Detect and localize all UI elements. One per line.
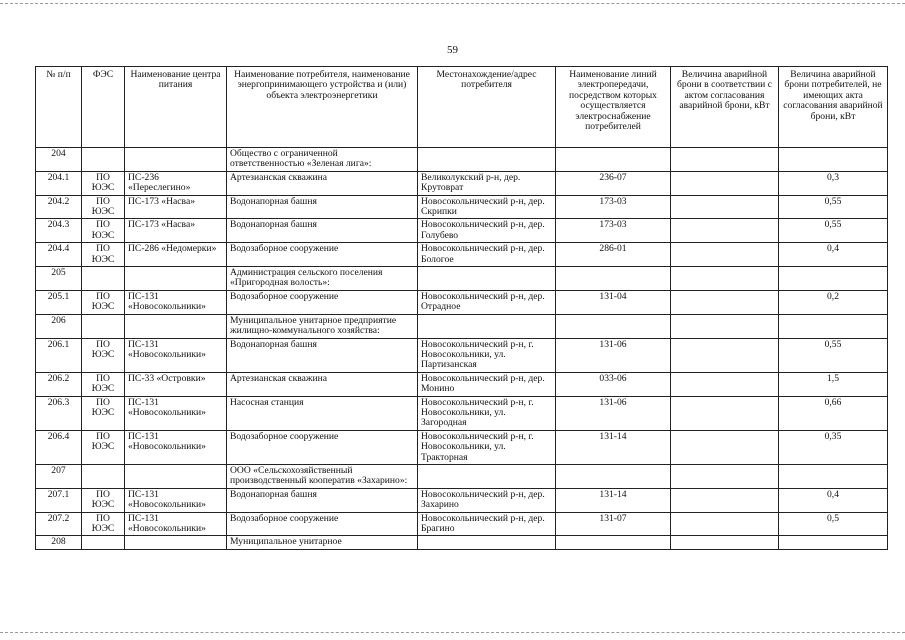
table-row [36, 314, 888, 338]
cell-num: 206.3 [36, 396, 82, 430]
cell-address [418, 536, 556, 549]
cell-consumer: Артезианская скважина [227, 372, 418, 396]
header-consumer: Наименование потребителя, наименование энергопринимающего устройства и (или) объекта электроэнергетики [227, 67, 418, 148]
cell-address: Новосокольнический р-н, дер. Брагино [418, 512, 556, 536]
scan-edge-bottom [0, 632, 905, 633]
cell-fes: ПО ЮЭС [82, 396, 125, 430]
cell-line: 173-03 [556, 219, 671, 243]
cell-center: ПС-131 «Новосокольники» [125, 488, 227, 512]
cell-num: 206.2 [36, 372, 82, 396]
cell-fes: ПО ЮЭС [82, 430, 125, 464]
cell-fes [82, 267, 125, 291]
header-reserve-noact: Величина аварийной брони потребителей, не имеющих акта согласования аварийной брони, кВт [779, 67, 888, 148]
cell-consumer: Общество с ограниченной ответственностью «Зеленая лига»: [227, 148, 418, 172]
cell-address [418, 267, 556, 291]
cell-consumer: Водонапорная башня [227, 195, 418, 219]
cell-reserve-act [671, 430, 779, 464]
table-row [36, 195, 888, 219]
cell-fes [82, 464, 125, 488]
cell-consumer: Водозаборное сооружение [227, 512, 418, 536]
cell-line: 236-07 [556, 171, 671, 195]
cell-reserve-act [671, 396, 779, 430]
table-row [36, 512, 888, 536]
cell-reserve-noact: 0,2 [779, 290, 888, 314]
table-row [36, 488, 888, 512]
cell-center: ПС-131 «Новосокольники» [125, 290, 227, 314]
cell-fes [82, 314, 125, 338]
cell-num: 205.1 [36, 290, 82, 314]
cell-line: 033-06 [556, 372, 671, 396]
table-row [36, 219, 888, 243]
cell-num: 207 [36, 464, 82, 488]
cell-center: ПС-173 «Насва» [125, 219, 227, 243]
cell-line [556, 464, 671, 488]
cell-line: 286-01 [556, 243, 671, 267]
cell-line [556, 148, 671, 172]
cell-fes: ПО ЮЭС [82, 195, 125, 219]
cell-address: Новосокольнический р-н, дер. Бологое [418, 243, 556, 267]
cell-reserve-act [671, 536, 779, 549]
cell-reserve-noact: 0,35 [779, 430, 888, 464]
cell-reserve-act [671, 372, 779, 396]
cell-address [418, 314, 556, 338]
cell-center [125, 464, 227, 488]
cell-fes: ПО ЮЭС [82, 488, 125, 512]
cell-center [125, 148, 227, 172]
cell-reserve-noact: 0,55 [779, 195, 888, 219]
header-num: № п/п [36, 67, 82, 148]
cell-address: Новосокольнический р-н, дер. Монино [418, 372, 556, 396]
cell-reserve-act [671, 512, 779, 536]
cell-center: ПС-131 «Новосокольники» [125, 396, 227, 430]
cell-reserve-noact: 0,5 [779, 512, 888, 536]
table-row [36, 148, 888, 172]
cell-num: 204 [36, 148, 82, 172]
cell-num: 207.1 [36, 488, 82, 512]
cell-reserve-act [671, 195, 779, 219]
cell-address: Новосокольнический р-н, дер. Захарино [418, 488, 556, 512]
cell-fes: ПО ЮЭС [82, 171, 125, 195]
cell-fes: ПО ЮЭС [82, 512, 125, 536]
cell-line: 131-04 [556, 290, 671, 314]
cell-address [418, 464, 556, 488]
cell-line: 131-07 [556, 512, 671, 536]
cell-reserve-act [671, 171, 779, 195]
header-line: Наименование линий электропередачи, посредством которых осуществляется электроснабжение потребителей [556, 67, 671, 148]
cell-consumer: Муниципальное унитарное [227, 536, 418, 549]
cell-consumer: Водонапорная башня [227, 338, 418, 372]
cell-num: 206 [36, 314, 82, 338]
cell-center: ПС-131 «Новосокольники» [125, 338, 227, 372]
cell-consumer: Муниципальное унитарное предприятие жилищно-коммунального хозяйства: [227, 314, 418, 338]
cell-center [125, 536, 227, 549]
cell-consumer: Администрация сельского поселения «Пригородная волость»: [227, 267, 418, 291]
cell-num: 206.4 [36, 430, 82, 464]
cell-reserve-act [671, 267, 779, 291]
cell-reserve-act [671, 290, 779, 314]
cell-address: Новосокольнический р-н, дер. Голубево [418, 219, 556, 243]
cell-num: 205 [36, 267, 82, 291]
page-number: 59 [447, 44, 458, 56]
cell-reserve-noact: 0,4 [779, 243, 888, 267]
cell-line [556, 536, 671, 549]
cell-center: ПС-286 «Недомерки» [125, 243, 227, 267]
cell-num: 207.2 [36, 512, 82, 536]
cell-consumer: ООО «Сельскохозяйственный производственный кооператив «Захарино»: [227, 464, 418, 488]
cell-consumer: Водозаборное сооружение [227, 430, 418, 464]
cell-line: 131-14 [556, 430, 671, 464]
table-row [36, 464, 888, 488]
cell-consumer: Водонапорная башня [227, 219, 418, 243]
cell-reserve-act [671, 148, 779, 172]
table-row [36, 536, 888, 549]
table-row [36, 372, 888, 396]
cell-address: Новосокольнический р-н, дер. Скрипки [418, 195, 556, 219]
cell-reserve-noact: 0,66 [779, 396, 888, 430]
cell-center: ПС-131 «Новосокольники» [125, 512, 227, 536]
cell-consumer: Артезианская скважина [227, 171, 418, 195]
cell-reserve-act [671, 219, 779, 243]
cell-reserve-noact: 0,55 [779, 219, 888, 243]
cell-consumer: Насосная станция [227, 396, 418, 430]
table-header-row [36, 67, 888, 148]
cell-center: ПС-236 «Переслегино» [125, 171, 227, 195]
cell-fes: ПО ЮЭС [82, 290, 125, 314]
cell-address: Новосокольнический р-н, г. Новосокольники, ул. Партизанская [418, 338, 556, 372]
cell-num: 204.3 [36, 219, 82, 243]
header-address: Местонахождение/адрес потребителя [418, 67, 556, 148]
cell-center [125, 314, 227, 338]
cell-line: 131-14 [556, 488, 671, 512]
cell-center: ПС-173 «Насва» [125, 195, 227, 219]
cell-reserve-noact [779, 536, 888, 549]
cell-reserve-act [671, 338, 779, 372]
cell-fes: ПО ЮЭС [82, 219, 125, 243]
cell-reserve-noact: 0,4 [779, 488, 888, 512]
table-row [36, 243, 888, 267]
cell-line: 131-06 [556, 396, 671, 430]
reserve-table [35, 66, 888, 550]
cell-address: Великолукский р-н, дер. Крутоврат [418, 171, 556, 195]
cell-num: 208 [36, 536, 82, 549]
table-row [36, 338, 888, 372]
cell-reserve-act [671, 488, 779, 512]
cell-line [556, 314, 671, 338]
cell-num: 204.4 [36, 243, 82, 267]
cell-reserve-noact: 1,5 [779, 372, 888, 396]
cell-reserve-noact [779, 267, 888, 291]
cell-fes: ПО ЮЭС [82, 372, 125, 396]
cell-reserve-act [671, 464, 779, 488]
header-center: Наименование центра питания [125, 67, 227, 148]
table-row [36, 267, 888, 291]
cell-reserve-noact [779, 314, 888, 338]
cell-fes: ПО ЮЭС [82, 338, 125, 372]
cell-line: 131-06 [556, 338, 671, 372]
cell-center: ПС-33 «Островки» [125, 372, 227, 396]
header-reserve-act: Величина аварийной брони в соответствии с актом согласования аварийной брони, кВт [671, 67, 779, 148]
scan-edge-top [0, 3, 905, 4]
cell-reserve-noact [779, 148, 888, 172]
cell-reserve-act [671, 243, 779, 267]
cell-address [418, 148, 556, 172]
cell-fes [82, 536, 125, 549]
cell-reserve-noact: 0,3 [779, 171, 888, 195]
cell-reserve-noact: 0,55 [779, 338, 888, 372]
table-row [36, 171, 888, 195]
cell-num: 206.1 [36, 338, 82, 372]
table-row [36, 396, 888, 430]
cell-address: Новосокольнический р-н, г. Новосокольники, ул. Загородная [418, 396, 556, 430]
cell-reserve-noact [779, 464, 888, 488]
cell-line: 173-03 [556, 195, 671, 219]
cell-center: ПС-131 «Новосокольники» [125, 430, 227, 464]
cell-fes: ПО ЮЭС [82, 243, 125, 267]
cell-address: Новосокольнический р-н, дер. Отрадное [418, 290, 556, 314]
table-body [36, 148, 888, 550]
cell-consumer: Водонапорная башня [227, 488, 418, 512]
cell-consumer: Водозаборное сооружение [227, 290, 418, 314]
cell-fes [82, 148, 125, 172]
header-fes: ФЭС [82, 67, 125, 148]
table-row [36, 290, 888, 314]
cell-address: Новосокольнический р-н, г. Новосокольники, ул. Тракторная [418, 430, 556, 464]
table-row [36, 430, 888, 464]
cell-num: 204.2 [36, 195, 82, 219]
cell-line [556, 267, 671, 291]
cell-center [125, 267, 227, 291]
cell-consumer: Водозаборное сооружение [227, 243, 418, 267]
cell-num: 204.1 [36, 171, 82, 195]
cell-reserve-act [671, 314, 779, 338]
